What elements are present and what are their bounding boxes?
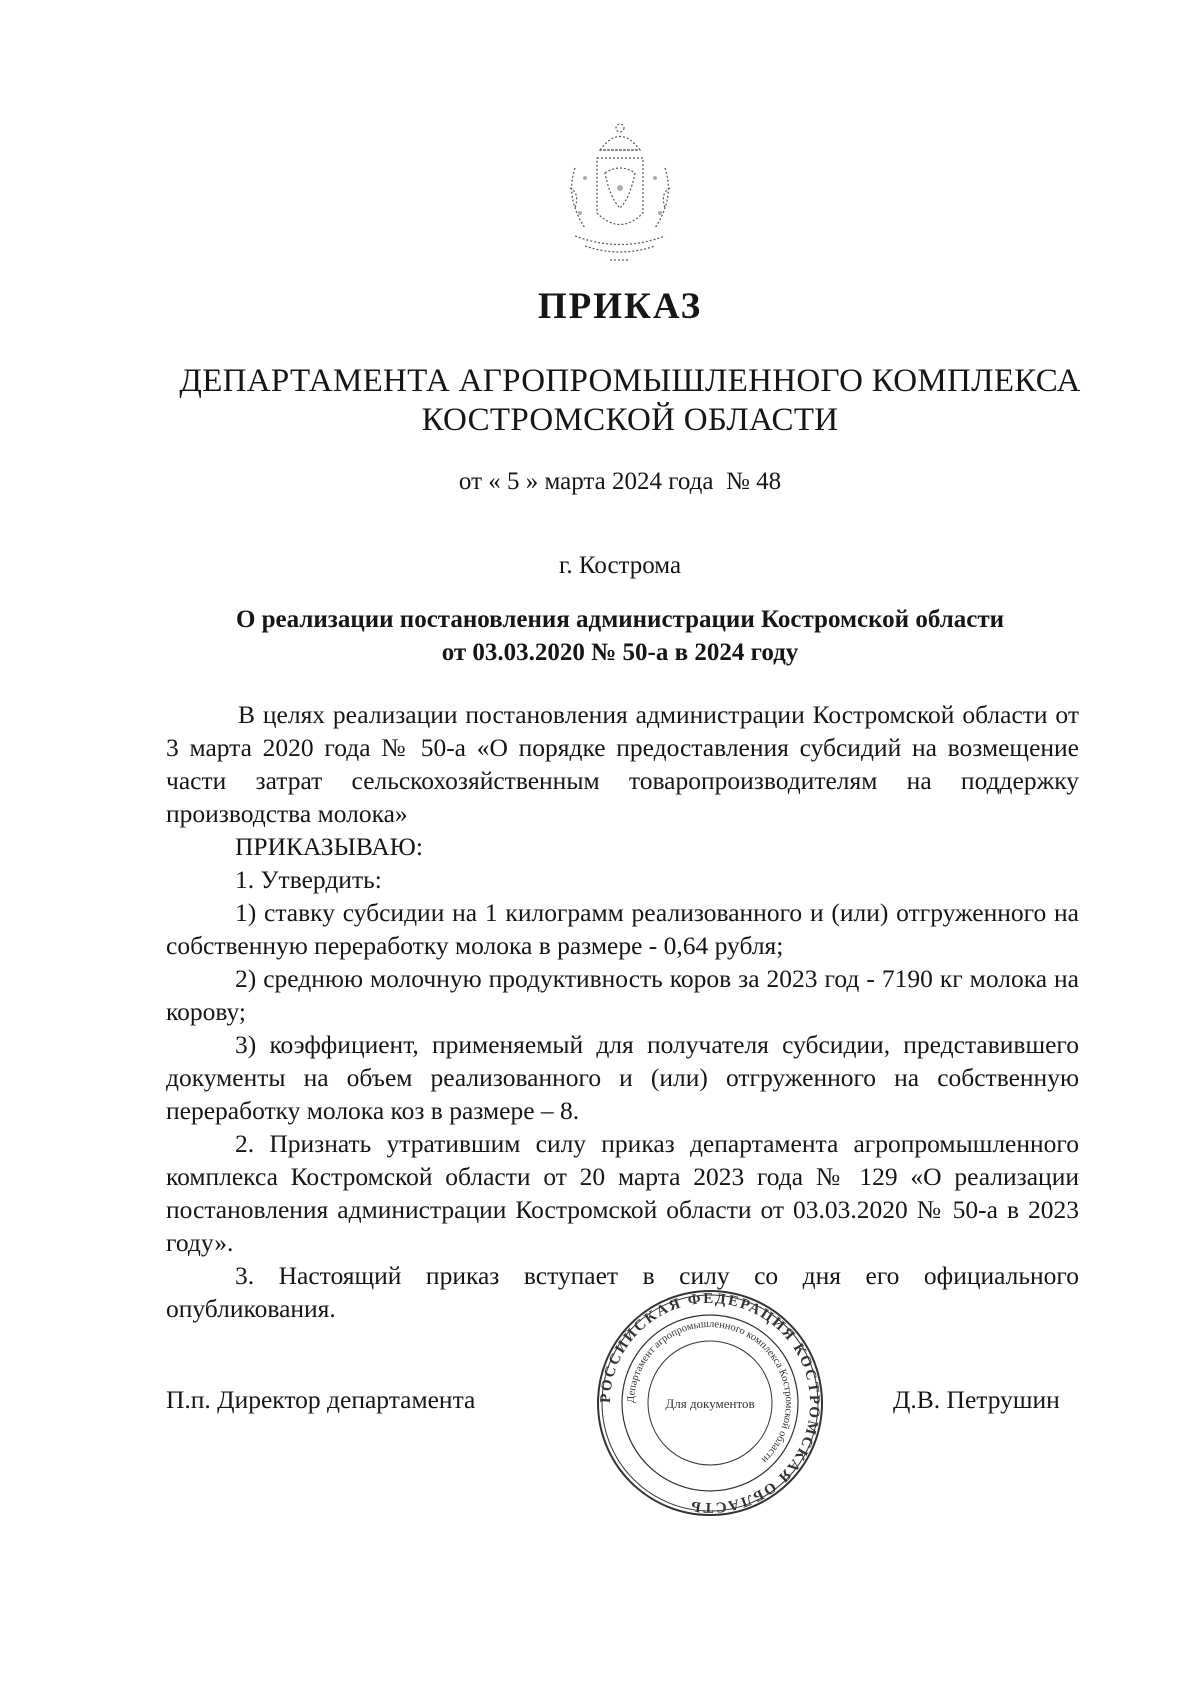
subject-line-1: О реализации постановления администрации Костромской области: [235, 606, 1005, 633]
stamp-outer-text: РОССИЙСКАЯ ФЕДЕРАЦИЯ КОСТРОМСКАЯ ОБЛАСТЬ: [597, 1290, 823, 1516]
document-body: [166, 698, 1079, 1325]
item-1-1: 1) ставку субсидии на 1 килограмм реализованного и (или) отгруженного на собственную переработку молока в размере - 0,64 рубля;: [166, 898, 1079, 960]
official-seal-icon: [595, 1288, 825, 1518]
department-name: [60, 362, 1200, 440]
document-date: от « 5 » марта 2024 года № 48: [458, 468, 782, 495]
signatory-position: П.п. Директор департамента: [166, 1385, 476, 1414]
document-title: ПРИКАЗ: [537, 286, 703, 327]
item-3: 3. Настоящий приказ вступает в силу со дня его официального опубликования.: [166, 1261, 1079, 1323]
stamp-inner-text: Департамент агропромышленного комплекса Костромской области: [625, 1318, 795, 1465]
item-2: 2. Признать утратившим силу приказ департамента агропромышленного комплекса Костромской области от 20 марта 2023 года № 129 «О реализации постановления администрации Костромской области от 03.03.2020 № 50-а в 2023 году».: [166, 1129, 1079, 1257]
item-1-3: 3) коэффициент, применяемый для получателя субсидии, представившего документы на объем реализованного и (или) отгруженного на собственную переработку молока коз в размере – 8.: [166, 1030, 1079, 1125]
item-1-2: 2) среднюю молочную продуктивность коров за 2023 год - 7190 кг молока на корову;: [166, 964, 1079, 1026]
item-1: 1. Утвердить:: [235, 865, 382, 894]
order-word: ПРИКАЗЫВАЮ:: [235, 832, 423, 861]
preamble-paragraph: В целях реализации постановления администрации Костромской области от 3 марта 2020 года № 50-а «О порядке предоставления субсидий на возмещение части затрат сельскохозяйственным товаропроизводителям на поддержку производства молока»: [166, 700, 1079, 828]
signatory-name: Д.В. Петрушин: [893, 1385, 1060, 1414]
coat-of-arms-icon: [555, 118, 685, 268]
document-subject: [120, 603, 1120, 669]
subject-line-2: от 03.03.2020 № 50-а в 2024 году: [441, 639, 799, 666]
document-city: г. Кострома: [558, 552, 682, 579]
stamp-center-text: Для документов: [665, 1396, 755, 1411]
department-line-1: ДЕПАРТАМЕНТА АГРОПРОМЫШЛЕННОГО КОМПЛЕКСА: [179, 363, 1081, 399]
department-line-2: КОСТРОМСКОЙ ОБЛАСТИ: [421, 402, 839, 438]
